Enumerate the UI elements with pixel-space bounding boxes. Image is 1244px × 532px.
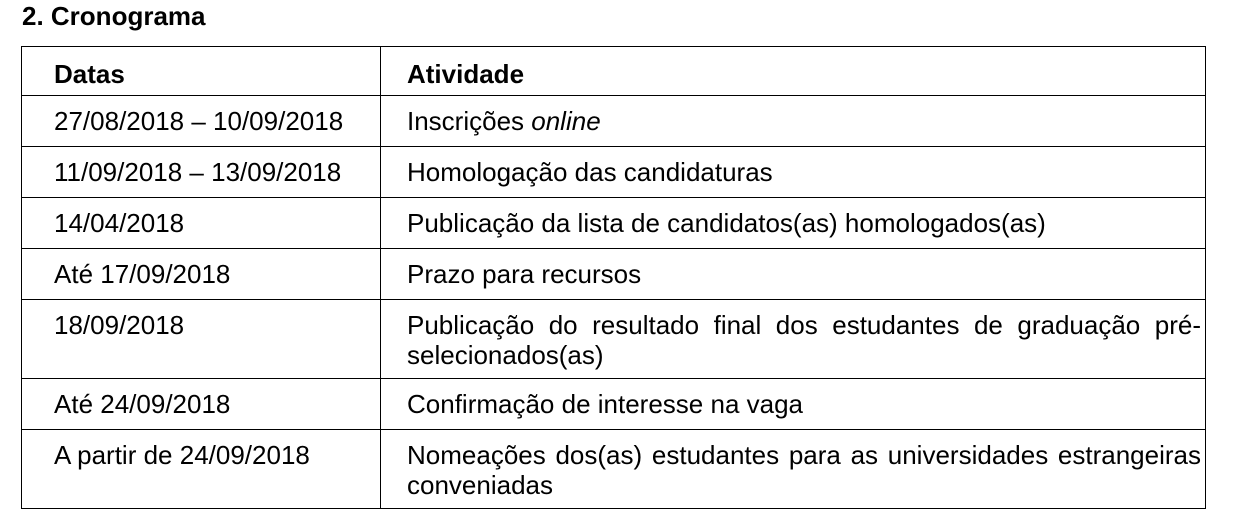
activity-cell: Confirmação de interesse na vaga — [381, 379, 1206, 430]
table-row — [22, 147, 1206, 198]
activity-text: Inscrições — [407, 106, 532, 136]
section-title: 2. Cronograma — [22, 1, 206, 31]
date-cell: 14/04/2018 — [22, 198, 381, 249]
activity-emphasis: online — [531, 106, 601, 136]
date-cell: A partir de 24/09/2018 — [22, 430, 381, 509]
table-row — [22, 96, 1206, 147]
table-row — [22, 430, 1206, 509]
column-header-dates: Datas — [22, 47, 381, 96]
date-cell: 18/09/2018 — [22, 300, 381, 379]
schedule-table — [21, 46, 1206, 509]
date-cell: 27/08/2018 – 10/09/2018 — [22, 96, 381, 147]
activity-cell: Nomeações dos(as) estudantes para as universidades estrangeiras conveniadas — [381, 430, 1206, 509]
activity-cell: Homologação das candidaturas — [381, 147, 1206, 198]
date-cell: 11/09/2018 – 13/09/2018 — [22, 147, 381, 198]
date-cell: Até 24/09/2018 — [22, 379, 381, 430]
table-header-row — [22, 47, 1206, 96]
date-cell: Até 17/09/2018 — [22, 249, 381, 300]
column-header-activity: Atividade — [381, 47, 1206, 96]
activity-cell: Publicação do resultado final dos estudantes de graduação pré-selecionados(as) — [381, 300, 1206, 379]
table-row — [22, 249, 1206, 300]
table-row — [22, 300, 1206, 379]
activity-cell — [381, 96, 1206, 147]
table-row — [22, 379, 1206, 430]
activity-cell: Publicação da lista de candidatos(as) homologados(as) — [381, 198, 1206, 249]
table-row — [22, 198, 1206, 249]
activity-cell: Prazo para recursos — [381, 249, 1206, 300]
